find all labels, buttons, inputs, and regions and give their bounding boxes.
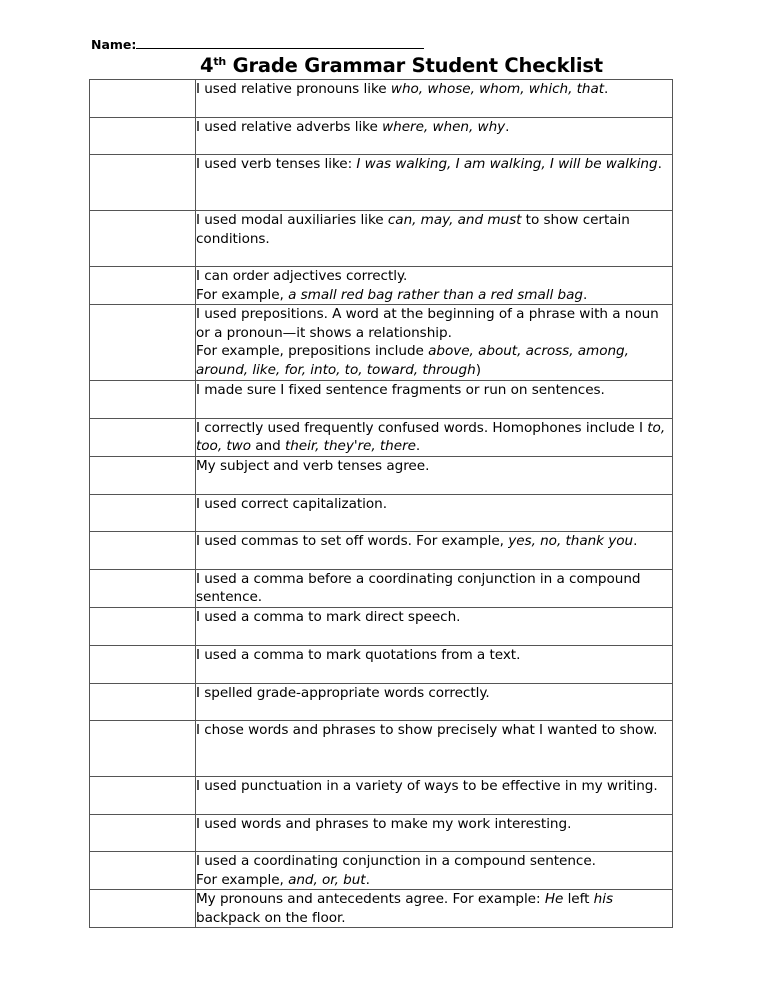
name-underline [136, 37, 424, 49]
checklist-item: I used modal auxiliaries like can, may, and must to show certain conditions. [196, 211, 673, 267]
checklist-item: I used prepositions. A word at the beginning of a phrase with a noun or a pronoun—it shows a relationship. For example, prepositions include above, about, across, among, around, like, for, into, to, toward, through) [196, 305, 673, 380]
check-box-cell[interactable] [90, 211, 196, 267]
check-box-cell[interactable] [90, 607, 196, 645]
checklist-table [89, 79, 673, 928]
checklist-item: I correctly used frequently confused words. Homophones include I to, too, two and their, they're, there. [196, 418, 673, 456]
check-box-cell[interactable] [90, 645, 196, 683]
name-field[interactable] [91, 37, 424, 52]
check-box-cell[interactable] [90, 155, 196, 211]
check-box-cell[interactable] [90, 720, 196, 776]
name-label: Name: [91, 37, 137, 52]
checklist-item: I used commas to set off words. For example, yes, no, thank you. [196, 531, 673, 569]
checklist-item: I made sure I fixed sentence fragments or run on sentences. [196, 380, 673, 418]
table-row [90, 155, 673, 211]
checklist-item: I used correct capitalization. [196, 494, 673, 531]
check-box-cell[interactable] [90, 851, 196, 889]
checklist-item: I used verb tenses like: I was walking, I am walking, I will be walking. [196, 155, 673, 211]
checklist-item: I spelled grade-appropriate words correctly. [196, 683, 673, 720]
table-row [90, 211, 673, 267]
checklist-item: I can order adjectives correctly. For example, a small red bag rather than a red small bag. [196, 267, 673, 305]
page-title: 4th Grade Grammar Student Checklist [200, 54, 603, 77]
checklist-item: I used a coordinating conjunction in a compound sentence. For example, and, or, but. [196, 851, 673, 889]
table-row [90, 890, 673, 928]
table-row [90, 645, 673, 683]
check-box-cell[interactable] [90, 118, 196, 155]
check-box-cell[interactable] [90, 456, 196, 494]
checklist-item: My subject and verb tenses agree. [196, 456, 673, 494]
check-box-cell[interactable] [90, 890, 196, 928]
table-row [90, 569, 673, 607]
table-row [90, 80, 673, 118]
table-row [90, 814, 673, 851]
table-row [90, 683, 673, 720]
check-box-cell[interactable] [90, 80, 196, 118]
table-row [90, 494, 673, 531]
table-row [90, 305, 673, 380]
check-box-cell[interactable] [90, 683, 196, 720]
table-row [90, 607, 673, 645]
checklist-item: I used relative adverbs like where, when, why. [196, 118, 673, 155]
checklist-item: I used words and phrases to make my work interesting. [196, 814, 673, 851]
table-row [90, 720, 673, 776]
table-row [90, 380, 673, 418]
table-row [90, 776, 673, 814]
check-box-cell[interactable] [90, 305, 196, 380]
checklist-item: I chose words and phrases to show precisely what I wanted to show. [196, 720, 673, 776]
checklist-item: My pronouns and antecedents agree. For example: He left his backpack on the floor. [196, 890, 673, 928]
checklist-item: I used punctuation in a variety of ways to be effective in my writing. [196, 776, 673, 814]
table-row [90, 851, 673, 889]
check-box-cell[interactable] [90, 776, 196, 814]
table-row [90, 267, 673, 305]
table-row [90, 531, 673, 569]
check-box-cell[interactable] [90, 531, 196, 569]
table-row [90, 118, 673, 155]
check-box-cell[interactable] [90, 418, 196, 456]
checklist-item: I used a comma before a coordinating conjunction in a compound sentence. [196, 569, 673, 607]
checklist-item: I used a comma to mark direct speech. [196, 607, 673, 645]
check-box-cell[interactable] [90, 814, 196, 851]
check-box-cell[interactable] [90, 267, 196, 305]
table-row [90, 456, 673, 494]
check-box-cell[interactable] [90, 494, 196, 531]
checklist-item: I used relative pronouns like who, whose, whom, which, that. [196, 80, 673, 118]
check-box-cell[interactable] [90, 380, 196, 418]
checklist-item: I used a comma to mark quotations from a text. [196, 645, 673, 683]
table-row [90, 418, 673, 456]
check-box-cell[interactable] [90, 569, 196, 607]
